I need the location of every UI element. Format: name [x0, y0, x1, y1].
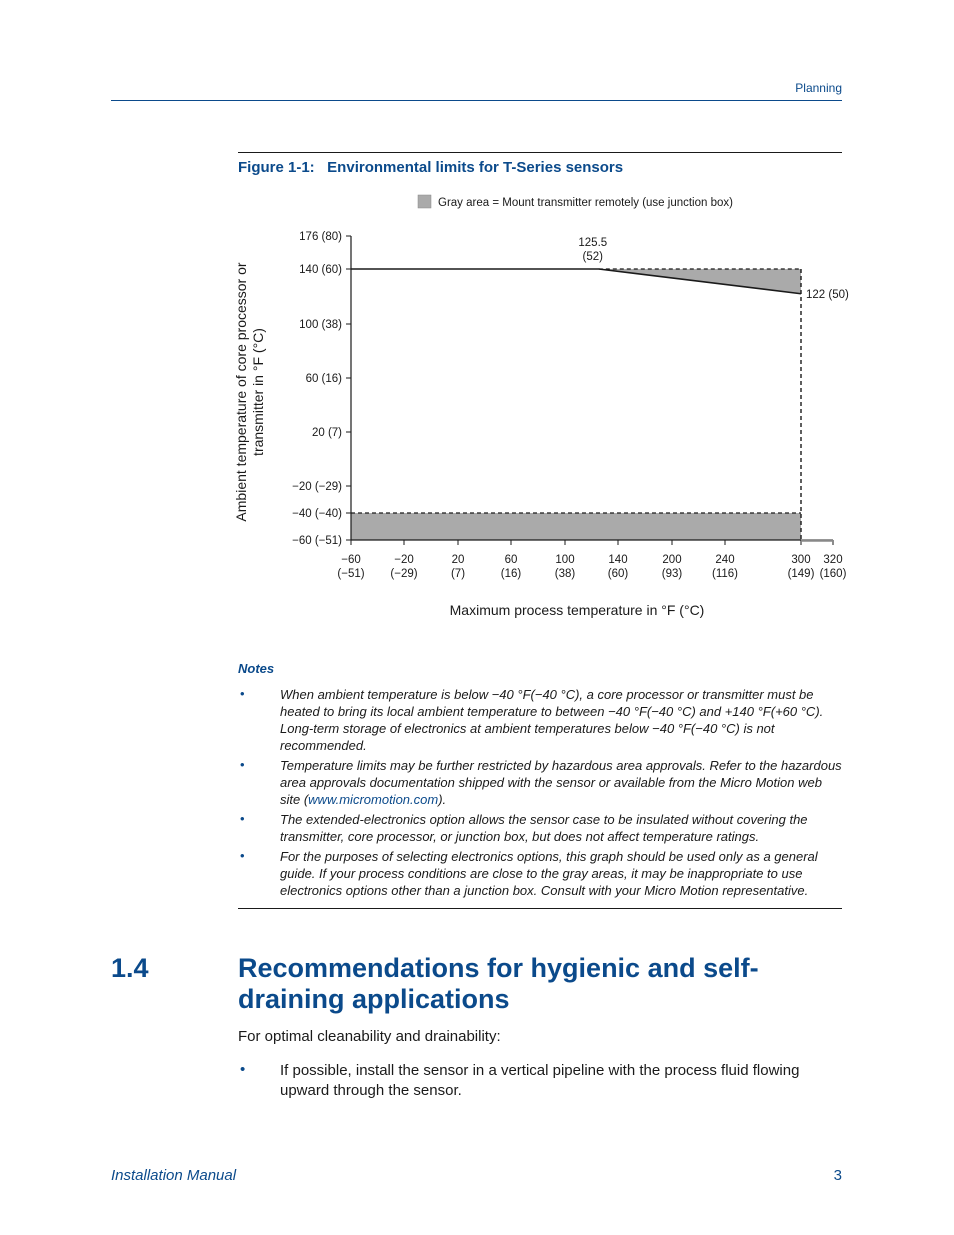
x-tick-label-f: 240 [715, 554, 735, 566]
y-axis-title-line2: transmitter in °F (°C) [250, 328, 266, 456]
note-bullet: • [240, 757, 245, 772]
y-tick-label: −40 (−40) [292, 508, 342, 520]
gray-regions [351, 269, 801, 540]
running-header-section: Planning [795, 81, 842, 95]
x-tick-labels [337, 554, 846, 580]
legend-label: Gray area = Mount transmitter remotely (use junction box) [438, 197, 733, 209]
x-tick-label-c: (−51) [337, 568, 365, 580]
note-item-2-text: Temperature limits may be further restricted by hazardous area approvals. Refer to the hazardous area approvals documentation shipped with the sensor or available from the Micro Motion web site ( [280, 758, 842, 807]
micromotion-link[interactable]: www.micromotion.com [308, 792, 439, 807]
y-tick-label: 100 (38) [299, 319, 342, 331]
y-tick-label: 60 (16) [305, 373, 342, 385]
x-tick-label-c: (160) [819, 568, 847, 580]
notes-title: Notes [238, 661, 275, 676]
x-axis-title: Maximum process temperature in °F (°C) [449, 602, 705, 618]
x-tick-label-f: 320 [823, 554, 843, 566]
section-title: Recommendations for hygienic and self-draining applications [238, 953, 759, 1014]
x-tick-label-c: (60) [607, 568, 629, 580]
x-tick-label-f: −20 [394, 554, 414, 566]
x-tick-label-f: −60 [341, 554, 361, 566]
annotation-peak-2: (52) [582, 251, 604, 263]
chart-legend [418, 195, 733, 209]
x-tick-label-c: (16) [500, 568, 522, 580]
x-tick-label-c: (7) [450, 568, 466, 580]
annotation-peak-1: 125.5 [578, 237, 608, 249]
note-item-3: The extended-electronics option allows the sensor case to be insulated without covering the transmitter, core processor, or junction box, but does not affect temperature ratings. [280, 812, 808, 844]
x-tick-label-c: (116) [712, 568, 738, 580]
y-tick-label: −20 (−29) [292, 481, 342, 493]
x-tick-label-f: 20 [451, 554, 465, 566]
note-bullet: • [240, 686, 245, 701]
note-item-4: For the purposes of selecting electronics options, this graph should be used only as a general guide. If your process conditions are close to the gray areas, it may be inappropriate to use electronics options other than a junction box. Consult with your Micro Motion representative. [280, 849, 818, 898]
x-tick-label-c: (149) [787, 568, 815, 580]
y-tick-label: 20 (7) [311, 427, 342, 439]
x-tick-label-c: (38) [554, 568, 576, 580]
gray-region-2 [351, 513, 801, 540]
limit-lines [351, 269, 833, 541]
note-bullet: • [240, 811, 245, 826]
x-tick-label-f: 140 [608, 554, 628, 566]
annotation-end: 122 (50) [806, 288, 849, 301]
x-tick-label-f: 300 [791, 554, 811, 566]
y-axis-title-line1: Ambient temperature of core processor or [233, 262, 249, 522]
body-list-item: If possible, install the sensor in a vertical pipeline with the process fluid flowing upward through the sensor. [280, 1062, 800, 1099]
x-tick-label-f: 100 [555, 554, 575, 566]
notes-bottom-rule [238, 908, 842, 909]
x-tick-label-f: 60 [504, 554, 518, 566]
note-item-2 [280, 757, 842, 808]
note-item-1: When ambient temperature is below −40 °F(−40 °C), a core processor or transmitter must be heated to bring its local ambient temperature to between −40 °F(−40 °C) and +140 °F(+60 °C). Long-term storage of electronics at ambient temperatures below −40 °F(−40 °C) is not recommended. [280, 687, 824, 753]
y-tick-label: 140 (60) [299, 264, 342, 276]
x-tick-label-f: 200 [662, 554, 682, 566]
section-number: 1.4 [111, 953, 149, 983]
legend-gray-swatch [418, 195, 431, 208]
y-tick-labels [292, 231, 342, 547]
note-bullet: • [240, 848, 245, 863]
note-item-2-suffix: ). [438, 792, 447, 807]
y-tick-label: 176 (80) [299, 231, 342, 243]
footer-document-title: Installation Manual [111, 1167, 237, 1184]
y-tick-label: −60 (−51) [292, 535, 342, 547]
section-intro: For optimal cleanability and drainability: [238, 1028, 501, 1045]
page-number: 3 [833, 1167, 842, 1184]
body-bullet: • [240, 1061, 246, 1078]
x-tick-label-c: (93) [661, 568, 683, 580]
x-tick-label-c: (−29) [390, 568, 418, 580]
figure-caption: Figure 1-1: Environmental limits for T-Series sensors [238, 159, 624, 176]
